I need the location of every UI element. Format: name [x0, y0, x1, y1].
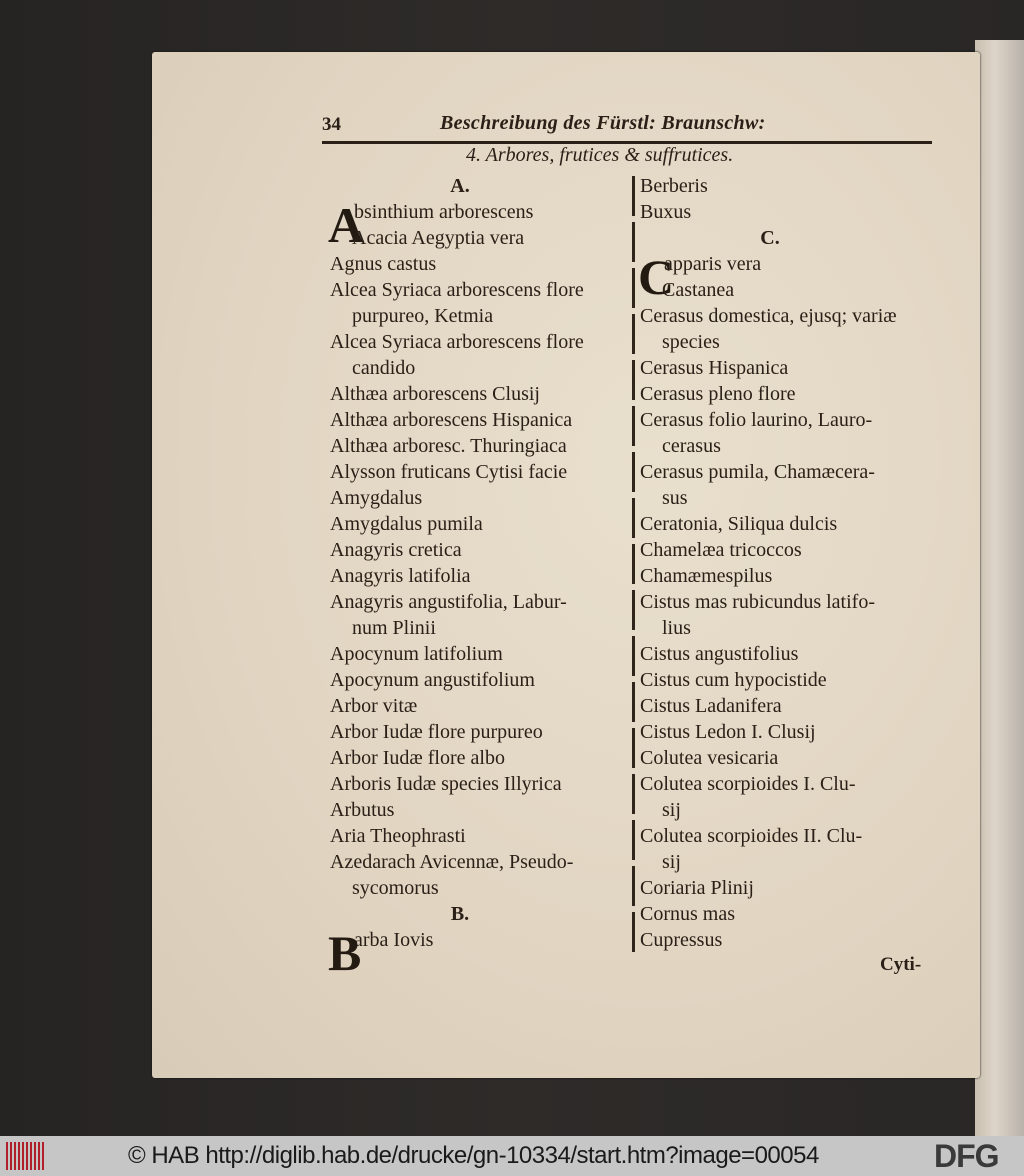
index-entry-continuation: num Plinii: [352, 617, 436, 639]
index-entry: Ceratonia, Siliqua dulcis: [640, 513, 838, 535]
index-entry: Althæa arborescens Hispanica: [330, 409, 573, 431]
index-entry-continuation: candido: [352, 357, 416, 379]
index-entry: Apocynum angustifolium: [330, 669, 535, 691]
index-entry: [328, 925, 630, 981]
index-entry: Apocynum latifolium: [330, 643, 503, 665]
index-entry: Cistus mas rubicundus latifo-: [640, 591, 875, 613]
section-letter: A.: [450, 175, 470, 197]
catchword: Cyti-: [880, 954, 922, 975]
index-entry-continuation: sij: [662, 851, 681, 873]
index-entry-continuation: sycomorus: [352, 877, 439, 899]
index-entry: Berberis: [640, 175, 708, 197]
index-entry: Alysson fruticans Cytisi facie: [330, 461, 568, 483]
index-entry: Colutea scorpioides II. Clu-: [640, 825, 863, 847]
entry-text: bsinthium arborescens: [354, 201, 534, 223]
index-entry-continuation: lius: [662, 617, 691, 639]
footer-credit-link[interactable]: © HAB http://diglib.hab.de/drucke/gn-10334/start.htm?image=00054: [128, 1142, 819, 1169]
index-entry: Althæa arborescens Clusij: [330, 383, 540, 405]
index-entry-continuation: species: [662, 331, 720, 353]
index-entry: Amygdalus: [330, 487, 423, 509]
index-entry: Cerasus pleno flore: [640, 383, 796, 405]
index-entry: Cistus cum hypocistide: [640, 669, 827, 691]
index-entry: Arbor Iudæ flore purpureo: [330, 721, 543, 743]
index-entry: Cornus mas: [640, 903, 735, 925]
index-entry-continuation: purpureo, Ketmia: [352, 305, 494, 327]
dfg-logo: DFG: [934, 1138, 999, 1174]
section-letter: B.: [450, 903, 470, 925]
index-entry: Azedarach Avicennæ, Pseudo-: [330, 851, 574, 873]
column-divider: [632, 176, 635, 956]
index-entry: Agnus castus: [330, 253, 437, 275]
index-entry: Arbor Iudæ flore albo: [330, 747, 505, 769]
index-entry: Cistus Ladanifera: [640, 695, 782, 717]
index-entry: Chamæmespilus: [640, 565, 773, 587]
book-page: [152, 52, 980, 1078]
entry-text: arba Iovis: [354, 929, 434, 951]
index-entry: Cistus angustifolius: [640, 643, 799, 665]
index-entry: Alcea Syriaca arborescens flore: [330, 279, 584, 301]
index-entry-continuation: cerasus: [662, 435, 721, 457]
page-number: 34: [322, 114, 341, 135]
index-entry-continuation: Acacia Aegyptia vera: [352, 227, 525, 249]
index-entry: Anagyris cretica: [330, 539, 462, 561]
section-letter: C.: [760, 227, 780, 249]
index-entry: Arbutus: [330, 799, 395, 821]
index-entry-continuation: Castanea: [662, 279, 735, 301]
index-entry: Buxus: [640, 201, 692, 223]
index-entry: Arbor vitæ: [330, 695, 418, 717]
index-entry: Cupressus: [640, 929, 723, 951]
index-entry: Alcea Syriaca arborescens flore: [330, 331, 584, 353]
footer-bar: [0, 1136, 1024, 1176]
index-entry: Anagyris angustifolia, Labur-: [330, 591, 567, 613]
index-entry: Coriaria Plinij: [640, 877, 754, 899]
index-entry: Cerasus folio laurino, Lauro-: [640, 409, 873, 431]
following-pages-edge: [975, 40, 1024, 1136]
right-column: [640, 173, 940, 953]
index-entry: Cerasus pumila, Chamæcera-: [640, 461, 875, 483]
index-entry-continuation: sus: [662, 487, 688, 509]
entry-text: apparis vera: [664, 253, 762, 275]
hab-logo-icon: [6, 1142, 46, 1170]
index-entry: Aria Theophrasti: [330, 825, 466, 847]
index-entry: Colutea vesicaria: [640, 747, 779, 769]
running-head: Beschreibung des Fürstl: Braunschw:: [440, 112, 766, 134]
index-entry: Althæa arboresc. Thuringiaca: [330, 435, 567, 457]
drop-cap: B: [328, 925, 362, 981]
left-column: [328, 173, 630, 981]
drop-cap: C: [638, 249, 675, 305]
index-entry: Anagyris latifolia: [330, 565, 471, 587]
index-entry: Arboris Iudæ species Illyrica: [330, 773, 562, 795]
index-entry: Cerasus Hispanica: [640, 357, 789, 379]
section-title: 4. Arbores, frutices & suffrutices.: [466, 144, 734, 166]
drop-cap: A: [328, 197, 365, 253]
index-entry: Cerasus domestica, ejusq; variæ: [640, 305, 897, 327]
index-entry-continuation: sij: [662, 799, 681, 821]
index-entry: Amygdalus pumila: [330, 513, 483, 535]
index-entry: Cistus Ledon I. Clusij: [640, 721, 816, 743]
index-entry: Colutea scorpioides I. Clu-: [640, 773, 856, 795]
index-entry: Chamelæa tricoccos: [640, 539, 802, 561]
